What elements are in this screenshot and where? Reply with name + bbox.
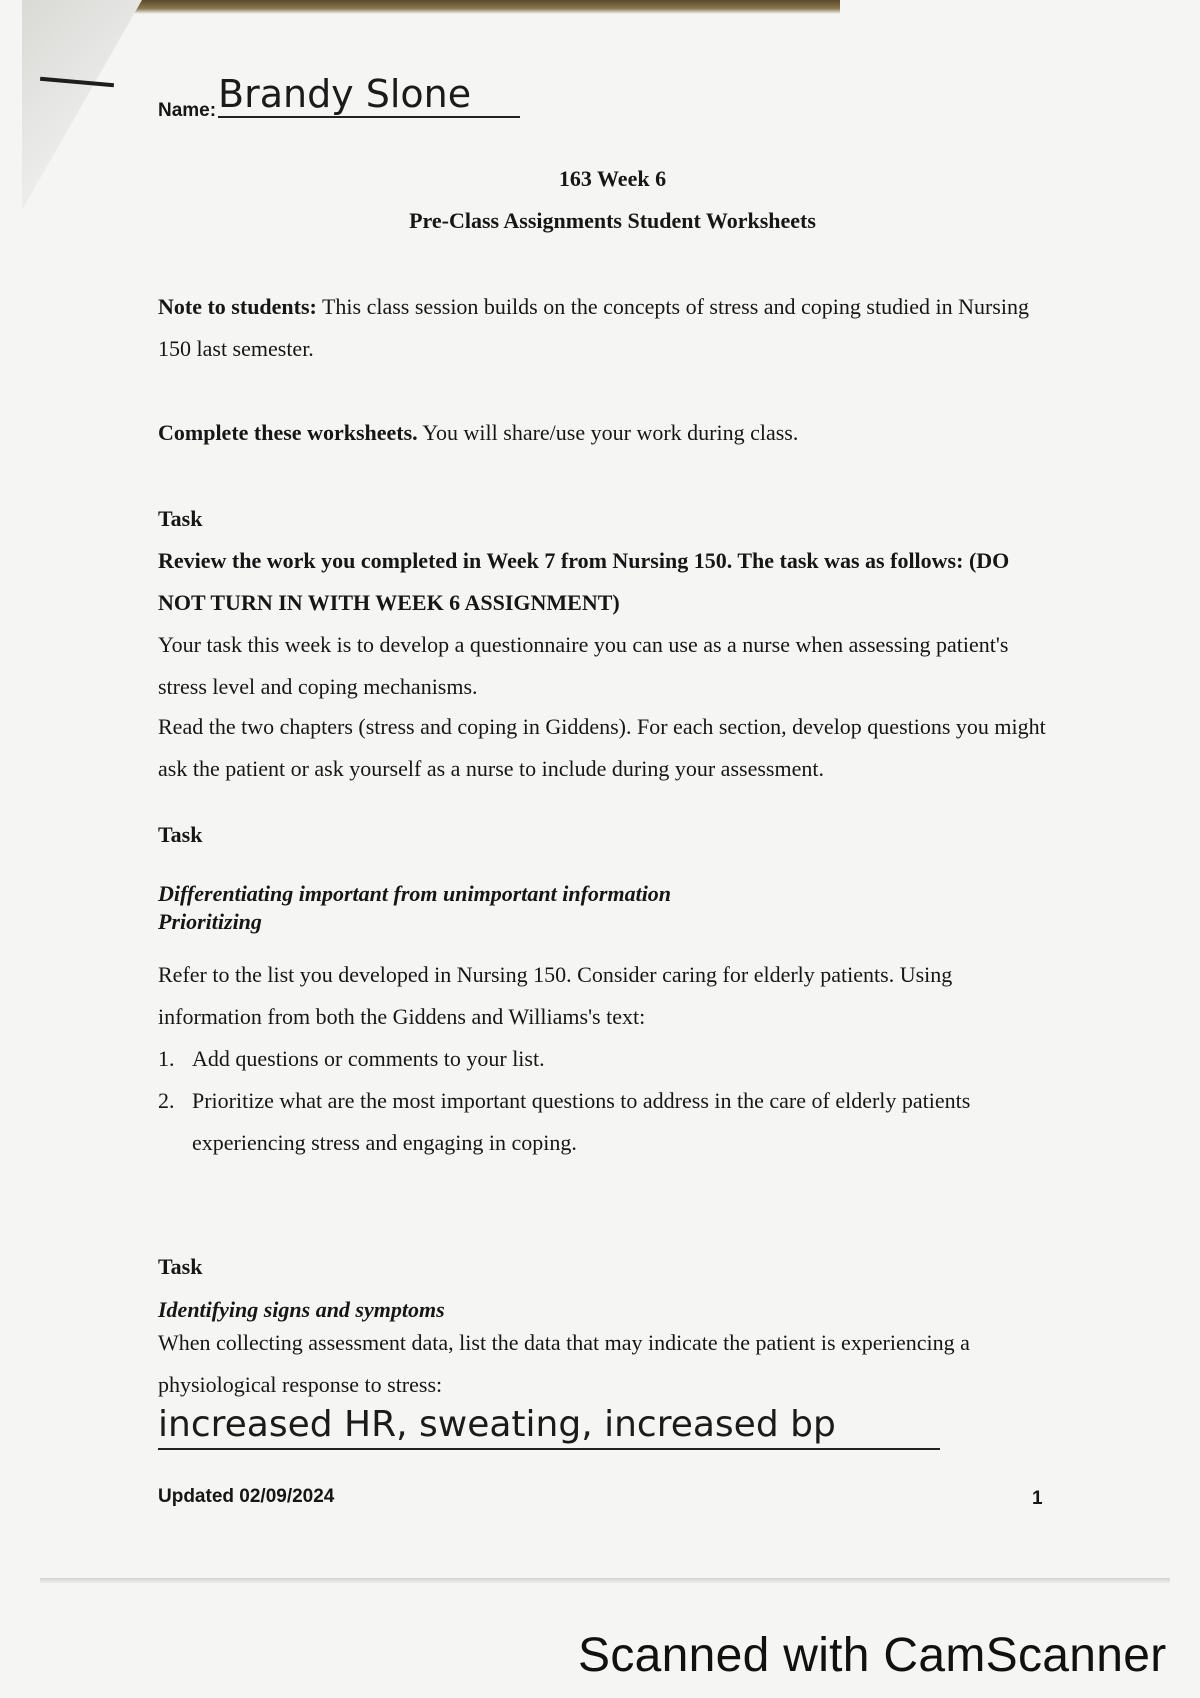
- document-title: Pre-Class Assignments Student Worksheets: [409, 208, 816, 233]
- scan-bottom-edge: [40, 1578, 1170, 1584]
- name-value: Brandy Slone: [218, 72, 520, 118]
- camscanner-watermark: Scanned with CamScanner: [578, 1629, 1167, 1682]
- task2-intro: Refer to the list you developed in Nursing 150. Consider caring for elderly patients. Using information from both the Giddens and Williams's text:: [158, 962, 953, 1029]
- task1-review: Review the work you completed in Week 7 from Nursing 150. The task was as follows: (DO NOT TURN IN WITH WEEK 6 ASSIGNMENT): [158, 548, 1010, 615]
- task2-heading: Task: [158, 822, 203, 847]
- page-number: 1: [1032, 1488, 1043, 1509]
- task1-paragraph-2: Read the two chapters (stress and coping in Giddens). For each section, develop questions you might ask the patient or ask yourself as a nurse to include during your assessment.: [158, 714, 1046, 781]
- task3-prompt: When collecting assessment data, list the data that may indicate the patient is experiencing a physiological response to stress:: [158, 1330, 970, 1397]
- scan-top-edge: [120, 0, 840, 14]
- name-label: Name:: [158, 100, 217, 121]
- task2-subtitle-1: Differentiating important from unimportant information: [158, 881, 672, 906]
- complete-instructions: [158, 412, 1058, 454]
- task2-list: [158, 1038, 1058, 1164]
- task3-subtitle: Identifying signs and symptoms: [158, 1297, 445, 1322]
- task1-paragraph-1: Your task this week is to develop a questionnaire you can use as a nurse when assessing patient's stress level and coping mechanisms.: [158, 632, 1009, 699]
- complete-lead: Complete these worksheets.: [158, 420, 418, 445]
- task3-answer: increased HR, sweating, increased bp: [158, 1402, 940, 1450]
- list-item: 1. Add questions or comments to your list.: [158, 1046, 545, 1071]
- complete-text: You will share/use your work during class.: [417, 420, 799, 445]
- note-to-students: [158, 286, 1058, 370]
- task2-subtitle-2: Prioritizing: [158, 909, 262, 934]
- note-lead: Note to students:: [158, 294, 317, 319]
- list-item: 2. Prioritize what are the most important questions to address in the care of elderly patients experiencing stress and engaging in coping.: [158, 1088, 971, 1155]
- updated-date: Updated 02/09/2024: [158, 1486, 335, 1507]
- course-title: 163 Week 6: [558, 166, 667, 191]
- note-text: This class session builds on the concepts of stress and coping studied in Nursing 150 last semester.: [158, 294, 1029, 361]
- task1-heading: Task: [158, 506, 203, 531]
- task3-heading: Task: [158, 1254, 203, 1279]
